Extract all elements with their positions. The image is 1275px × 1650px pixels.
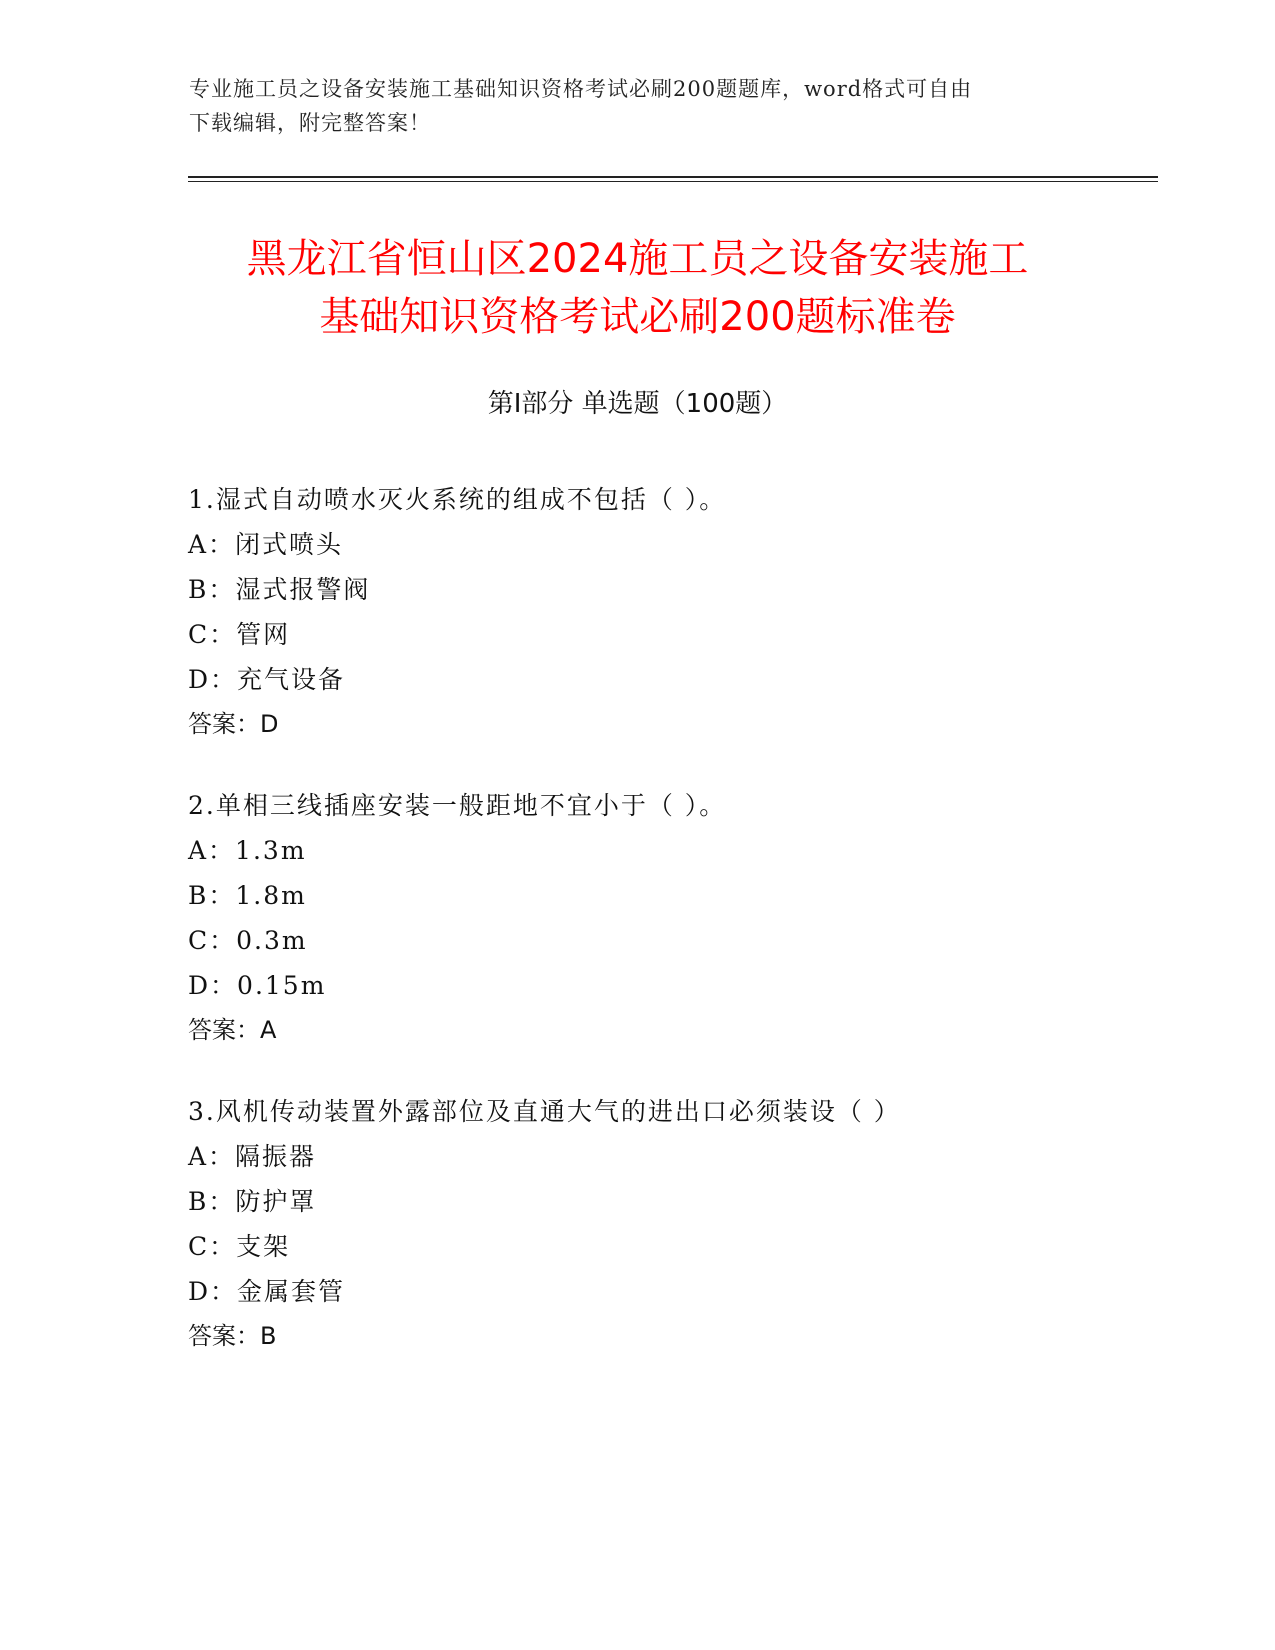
- option-a: A：1.3m: [188, 836, 307, 865]
- option-a: A：隔振器: [188, 1142, 317, 1171]
- option-a: A：闭式喷头: [188, 530, 344, 559]
- option-d: D：金属套管: [188, 1277, 346, 1306]
- question-list: [188, 477, 1148, 1395]
- question-stem: 2.单相三线插座安装一般距地不宜小于（ ）。: [188, 791, 727, 820]
- document-title-line-1: 黑龙江省恒山区2024施工员之设备安装施工: [246, 236, 1029, 282]
- question-stem: 3.风机传动装置外露部位及直通大气的进出口必须装设（ ）: [188, 1097, 901, 1126]
- header-note-line-1: 专业施工员之设备安装施工基础知识资格考试必刷200题题库，word格式可自由: [189, 77, 973, 101]
- question-1: [188, 477, 1148, 747]
- header-divider-thick: [188, 176, 1158, 178]
- option-d: D：充气设备: [188, 665, 346, 694]
- document-title-line-2: 基础知识资格考试必刷200题标准卷: [319, 294, 956, 340]
- option-b: B：防护罩: [188, 1187, 317, 1216]
- header-note-line-2: 下载编辑，附完整答案！: [189, 111, 431, 135]
- option-b: B：湿式报警阀: [188, 575, 371, 604]
- header-note: [189, 72, 1089, 140]
- option-c: C：0.3m: [188, 926, 308, 955]
- option-d: D：0.15m: [188, 971, 327, 1000]
- document-title: [140, 230, 1135, 346]
- header-divider-thin: [188, 181, 1158, 182]
- answer: 答案：D: [188, 710, 279, 738]
- option-b: B：1.8m: [188, 881, 307, 910]
- answer: 答案：A: [188, 1016, 277, 1044]
- question-3: [188, 1089, 1148, 1359]
- option-c: C：支架: [188, 1232, 291, 1261]
- question-stem: 1.湿式自动喷水灭火系统的组成不包括（ ）。: [188, 485, 727, 514]
- question-2: [188, 783, 1148, 1053]
- section-heading: 第Ⅰ部分 单选题（100题）: [487, 389, 788, 419]
- header-divider: [188, 176, 1158, 183]
- answer: 答案：B: [188, 1322, 277, 1350]
- option-c: C：管网: [188, 620, 291, 649]
